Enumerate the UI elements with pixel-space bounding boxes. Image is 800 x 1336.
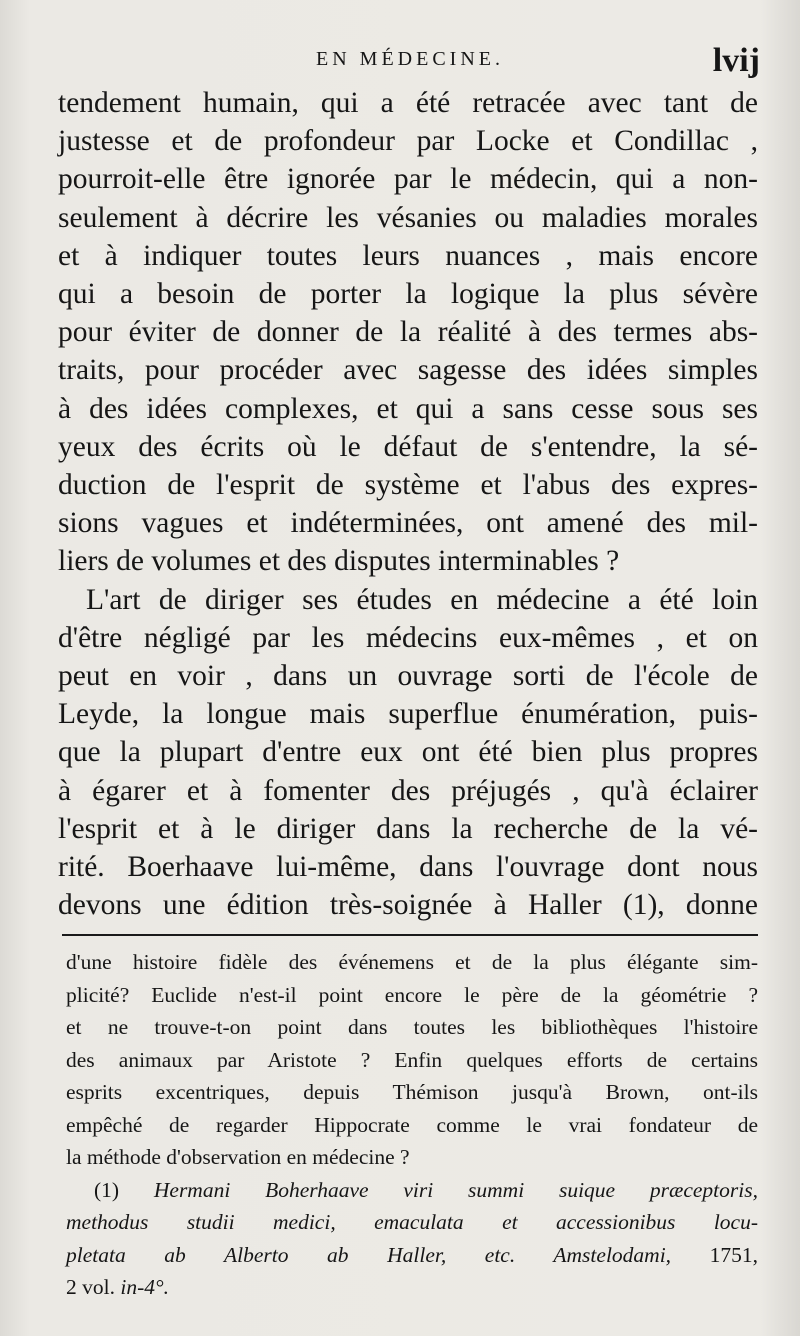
footnote-year: 1751,: [709, 1242, 758, 1267]
text-line: Leyde, la longue mais superflue énumération, puis-: [58, 698, 758, 731]
text-line: qui a besoin de porter la logique la plus sévère: [58, 278, 758, 311]
text-line: devons une édition très-soignée à Haller (1), donne: [58, 889, 758, 922]
text-line: justesse et de profondeur par Locke et Condillac ,: [58, 125, 758, 158]
footnote-line: et ne trouve-t-on point dans toutes les bibliothèques l'histoire: [66, 1015, 758, 1039]
text-line: que la plupart d'entre eux ont été bien plus propres: [58, 736, 758, 769]
footnote-volumes: 2 vol.: [66, 1275, 115, 1299]
text-line: liers de volumes et des disputes interminables ?: [58, 545, 620, 578]
footnote-marker: (1): [94, 1177, 120, 1202]
footnote-line: plicité? Euclide n'est-il point encore le père de la géométrie ?: [66, 982, 758, 1007]
footnote-format: in-4°.: [120, 1275, 169, 1299]
text-line: à égarer et à fomenter des préjugés , qu'à éclairer: [58, 774, 758, 807]
text-line: et à indiquer toutes leurs nuances , mais encore: [58, 239, 758, 272]
footnote-line: d'une histoire fidèle des événemens et de la plus élégante sim-: [66, 950, 758, 974]
text-line: duction de l'esprit de système et l'abus des expres-: [58, 469, 758, 502]
text-line: pourroit-elle être ignorée par le médecin, qui a non-: [58, 163, 758, 196]
footnote-1-line: [66, 1174, 758, 1207]
footnotes: [66, 946, 758, 1304]
footnote-line: empêché de regarder Hippocrate comme le vrai fondateur de: [66, 1112, 758, 1137]
page-number: lvij: [712, 42, 760, 79]
footnote-rule: [62, 934, 758, 936]
footnote-italic-text: Hermani Boherhaave viri summi suique præceptoris,: [153, 1177, 758, 1202]
text-line: tendement humain, qui a été retracée avec tant de: [58, 87, 758, 119]
text-line: yeux des écrits où le défaut de s'entendre, la sé-: [58, 430, 758, 463]
footnote-1-line: [66, 1271, 758, 1304]
running-title: EN MÉDECINE.: [316, 48, 504, 70]
footnote-italic-text: pletata ab Alberto ab Haller, etc. Amstelodami,: [66, 1242, 672, 1267]
text-line: d'être négligé par les médecins eux-mêmes , et on: [58, 621, 758, 654]
footnote-line: des animaux par Aristote ? Enfin quelques efforts de certains: [66, 1047, 758, 1072]
text-line: rité. Boerhaave lui-même, dans l'ouvrage dont nous: [58, 851, 758, 884]
footnote-line: la méthode d'observation en médecine ?: [66, 1145, 410, 1169]
text-line: traits, pour procéder avec sagesse des idées simples: [58, 354, 758, 387]
text-line: pour éviter de donner de la réalité à des termes abs-: [58, 316, 758, 349]
footnote-1-line: methodus studii medici, emaculata et accessionibus locu-: [66, 1210, 758, 1234]
text-line: peut en voir , dans un ouvrage sorti de l'école de: [58, 660, 758, 693]
text-line: à des idées complexes, et qui a sans cesse sous ses: [58, 392, 758, 425]
text-line: L'art de diriger ses études en médecine a été loin: [86, 583, 758, 616]
main-text: [58, 84, 758, 924]
text-line: seulement à décrire les vésanies ou maladies morales: [58, 201, 758, 234]
running-head: [60, 44, 760, 84]
text-line: sions vagues et indéterminées, ont amené des mil-: [58, 507, 758, 540]
footnote-1-line: [66, 1239, 758, 1272]
footnote-line: esprits excentriques, depuis Thémison jusqu'à Brown, ont-ils: [66, 1080, 758, 1104]
text-line: l'esprit et à le diriger dans la recherche de la vé-: [58, 812, 758, 845]
